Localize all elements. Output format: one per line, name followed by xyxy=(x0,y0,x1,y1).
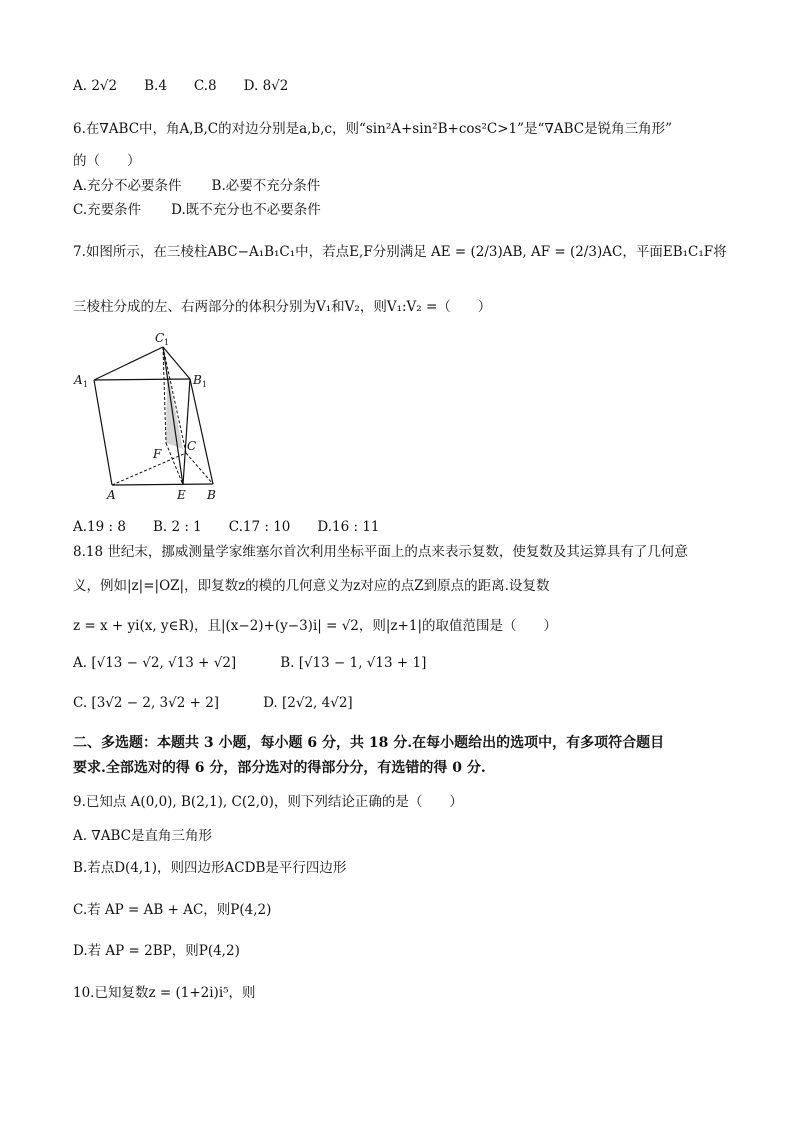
label-a1: A xyxy=(74,373,83,387)
edge-b1-b xyxy=(190,379,213,484)
q9-option-a: A. ∇ABC是直角三角形 xyxy=(73,828,213,844)
prism-figure xyxy=(70,328,230,503)
q6-option-b: B.必要不充分条件 xyxy=(211,178,321,194)
shaded-triangle xyxy=(166,368,183,449)
q8-stem-continued: 义，例如|z|=|OZ|，即复数z的模的几何意义为z对应的点Z到原点的距离.设复数 xyxy=(73,578,550,594)
q8-stem: 8.18 世纪末，挪威测量学家维塞尔首次利用坐标平面上的点来表示复数，使复数及其运算具有了几何意 xyxy=(73,544,688,560)
q7-stem-continued: 三棱柱分成的左、右两部分的体积分别为V₁和V₂，则V₁:V₂ =（ ） xyxy=(73,299,492,315)
q9-stem: 9.已知点 A(0,0), B(2,1), C(2,0)，则下列结论正确的是（ ） xyxy=(73,794,463,810)
label-c1-sub: 1 xyxy=(164,338,170,347)
q10-stem: 10.已知复数z = (1+2i)i⁵，则 xyxy=(73,985,256,1001)
label-f: F xyxy=(153,447,162,461)
q9-option-b: B.若点D(4,1)，则四边形ACDB是平行四边形 xyxy=(73,860,347,876)
q6-options-row1 xyxy=(73,174,320,194)
q8-option-b: B. [√13 − 1, √13 + 1] xyxy=(280,655,427,671)
q7-options: A.19 : 8 B. 2 : 1 C.17 : 10 D.16 : 11 xyxy=(73,519,380,535)
edge-a1-c1 xyxy=(94,347,163,380)
q8-stem-formula: z = x + yi(x, y∈R)，且|(x−2)+(y−3)i| = √2，则|z+1|的取值范围是（ ） xyxy=(73,618,558,634)
q9-option-c: C.若 AP = AB + AC，则P(4,2) xyxy=(73,902,272,918)
q8-options-row1 xyxy=(73,655,426,671)
q6-option-a: A.充分不必要条件 xyxy=(73,178,182,194)
label-b1-sub: 1 xyxy=(202,380,208,389)
q8-options-row2 xyxy=(73,695,353,711)
edge-a1-b1 xyxy=(94,379,190,380)
edge-c-b xyxy=(186,453,213,484)
q8-option-d: D. [2√2, 4√2] xyxy=(263,695,353,711)
section-heading: 二、多选题：本题共 3 小题，每小题 6 分，共 18 分.在每小题给出的选项中，有多项符合题目 xyxy=(73,735,665,751)
q8-option-c: C. [3√2 − 2, 3√2 + 2] xyxy=(73,695,220,711)
label-a1-sub: 1 xyxy=(83,380,89,389)
label-b1: B xyxy=(193,373,202,387)
label-a: A xyxy=(107,488,116,502)
label-c: C xyxy=(187,439,197,453)
q6-stem: 6.在∇ABC中，角A,B,C的对边分别是a,b,c，则“sin²A+sin²B+cos²C>1”是“∇ABC是锐角三角形” xyxy=(73,121,673,137)
q6-option-d: D.既不充分也不必要条件 xyxy=(171,202,321,218)
edge-a1-a xyxy=(94,380,112,485)
q5-options: A. 2√2 B.4 C.8 D. 8√2 xyxy=(73,78,289,94)
q8-option-a: A. [√13 − √2, √13 + √2] xyxy=(73,655,237,671)
edge-b1-e xyxy=(183,379,190,485)
q6-option-c: C.充要条件 xyxy=(73,202,142,218)
label-c1: C xyxy=(155,331,165,345)
label-b: B xyxy=(207,488,216,502)
q9-option-d: D.若 AP = 2BP，则P(4,2) xyxy=(73,943,240,959)
section-heading-continued: 要求.全部选对的得 6 分，部分选对的得部分分，有选错的得 0 分. xyxy=(73,760,486,776)
q6-stem-continued: 的（ ） xyxy=(73,153,141,169)
edge-a-c xyxy=(112,453,186,485)
label-e: E xyxy=(177,488,186,502)
q7-stem: 7.如图所示，在三棱柱ABC−A₁B₁C₁中，若点E,F分别满足 AE = (2/3)AB, AF = (2/3)AC，平面EB₁C₁F将 xyxy=(73,244,727,260)
q6-options-row2 xyxy=(73,198,321,218)
edge-a-b xyxy=(112,484,213,485)
